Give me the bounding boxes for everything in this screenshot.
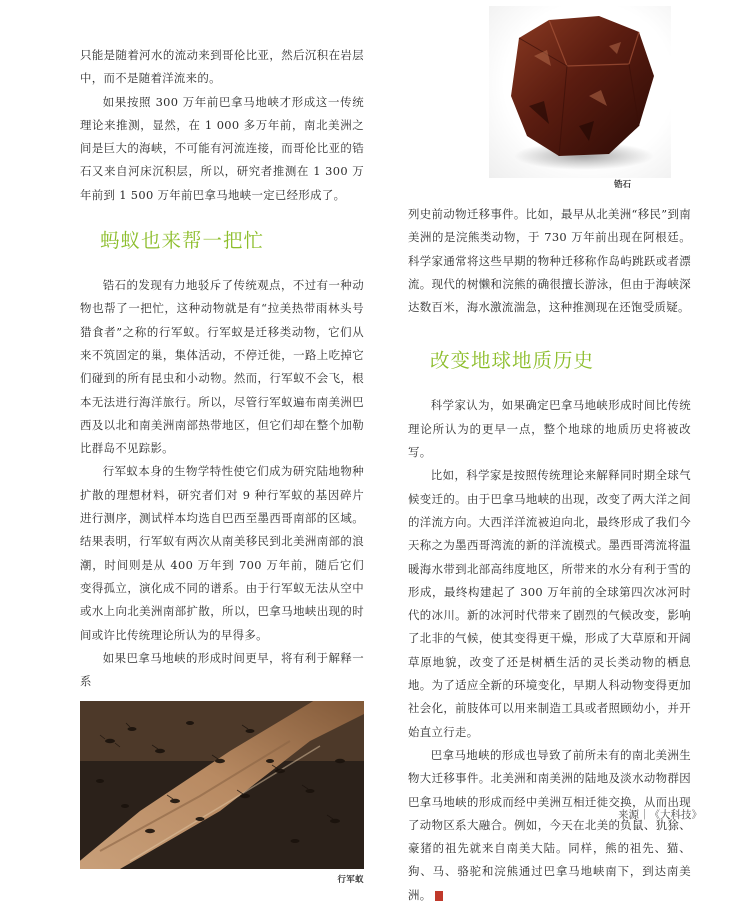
zircon-photo	[489, 6, 671, 178]
end-mark-icon: S	[435, 891, 443, 901]
paragraph: 如果按照 300 万年前巴拿马地峡才形成这一传统理论来推测，显然，在 1 000 多万年前，南北美洲之间是巨大的海峡，不可能有河流连接，而哥伦比亚的锆石又来自河床沉积层，所以，研究者推测在 1 300 万年前到 1 500 万年前巴拿马地峡一定已经形成了。	[80, 94, 364, 202]
army-ants-image	[80, 701, 364, 869]
paragraph: 如果巴拿马地峡的形成时间更早，将有利于解释一系	[80, 650, 364, 689]
army-ants-photo	[80, 701, 364, 869]
paragraph: 只能是随着河水的流动来到哥伦比亚，然后沉积在岩层中，而不是随着洋流来的。	[80, 48, 364, 86]
paragraph	[408, 744, 691, 907]
zircon-image	[489, 6, 671, 178]
right-column	[408, 203, 691, 907]
paragraph-text: 巴拿马地峡的形成也导致了前所未有的南北美洲生物大迁移事件。北美洲和南美洲的陆地及淡水动物群因巴拿马地峡的形成而经中美洲互相迁徙交换，从而出现了动物区系大融合。例如，今天在北美的负鼠、犰狳、豪猪的祖先就来自南美大陆。同样，熊的祖先、猫、狗、马、骆驼和浣熊通过巴拿马地峡南下，到达南美洲。	[408, 747, 691, 902]
section-heading-ants: 蚂蚁也来帮一把忙	[100, 229, 265, 253]
army-ants-caption: 行军蚁	[337, 875, 364, 886]
paragraph: 列史前动物迁移事件。比如，最早从北美洲“移民”到南美洲的是浣熊类动物，于 730 万年前出现在阿根廷。科学家通常将这些早期的物种迁移称作岛屿跳跃或者漂流。现代的树懒和浣熊的确很擅长游泳，但由于海峡深达数百米，海水激流湍急，这种推测现在还饱受质疑。	[408, 207, 691, 315]
paragraph: 锆石的发现有力地驳斥了传统观点，不过有一种动物也帮了一把忙，这种动物就是有“拉美热带雨林头号猎食者”之称的行军蚁。行军蚁是迁移类动物，它们从来不筑固定的巢，集体活动，不停迁徙，一路上吃掉它们碰到的所有昆虫和小动物。然而，行军蚁不会飞，根本无法进行海洋旅行。所以，尽管行军蚁遍布南美洲巴西及以北和南美洲南部热带地区，但它们却在整个加勒比群岛不见踪影。	[80, 278, 364, 456]
section-heading-geology: 改变地球地质历史	[430, 349, 595, 373]
source-credit: 来源｜《大科技》	[618, 809, 702, 821]
paragraph: 比如，科学家是按照传统理论来解释同时期全球气候变迁的。由于巴拿马地峡的出现，改变了两大洋之间的洋流方向。大西洋洋流被迫向北，最终形成了我们今天称之为墨西哥湾流的新的洋流模式。墨西哥湾流将温暖海水带到北部高纬度地区，所带来的水分有利于雪的形成，最终构建起了 300 万年前的全球第四次冰河时代的冰川。新的冰河时代带来了剧烈的气候改变，影响了北非的气候，使其变得更干燥，形成了大草原和开阔草原地貌，改变了还是树栖生活的灵长类动物的栖息地。为了适应全新的环境变化，早期人科动物变得更加社会化，前肢体可以用来制造工具或者照顾幼小，并开始直立行走。	[408, 468, 691, 739]
left-column	[80, 44, 364, 886]
paragraph: 科学家认为，如果确定巴拿马地峡形成时间比传统理论所认为的更早一点，整个地球的地质历史将被改写。	[408, 398, 691, 460]
zircon-caption: 锆石	[614, 180, 632, 190]
paragraph: 行军蚁本身的生物学特性使它们成为研究陆地物种扩散的理想材料，研究者们对 9 种行军蚁的基因碎片进行测序，测试样本均选自巴西至墨西哥南部的区域。结果表明，行军蚁有两次从南美移民到北美洲南部的浪潮，时间则是从 400 万年到 700 万年前，随后它们变得孤立，演化成不同的谱系。由于行军蚁无法从空中或水上向北美洲南部扩散，所以，巴拿马地峡出现的时间或许比传统理论所认为的早得多。	[80, 464, 364, 642]
